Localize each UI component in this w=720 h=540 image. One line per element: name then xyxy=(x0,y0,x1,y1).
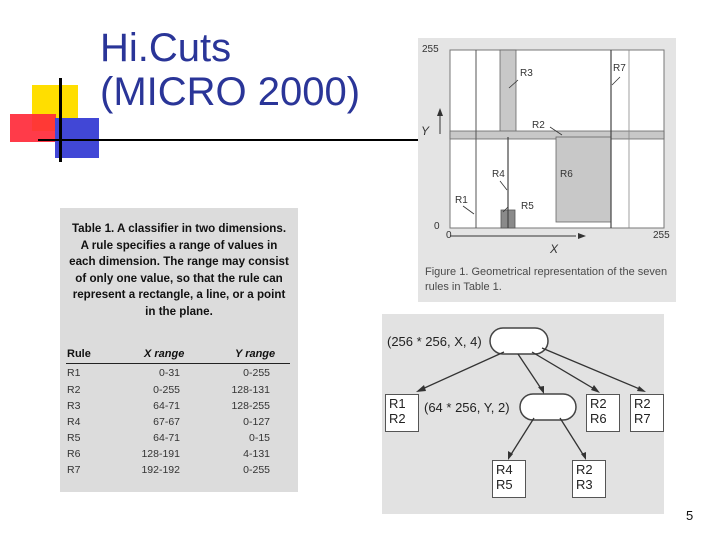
x-axis-arrow-icon xyxy=(578,233,586,239)
table-cell-y: 128-255 xyxy=(231,400,270,412)
table-cell-rule: R7 xyxy=(67,464,81,476)
arrowhead-icon xyxy=(637,386,646,392)
leaf-rule: R3 xyxy=(576,477,593,492)
table-header-rule: Rule xyxy=(67,348,91,360)
title-underline xyxy=(38,139,418,141)
table-caption: Table 1. A classifier in two dimensions. A rule specifies a range of values in each dimension. The range may consist of only one value, so that the rule can represent a rectangle, a line, or a point in the plane. xyxy=(69,222,289,318)
tick-y-min: 0 xyxy=(434,221,440,232)
table-cell-x: 0-255 xyxy=(153,384,180,396)
tree-leaf xyxy=(572,460,606,498)
tree-edge xyxy=(510,418,534,456)
tree-edge xyxy=(542,348,642,390)
table-cell-x: 64-71 xyxy=(153,400,180,412)
slide-title xyxy=(100,26,360,114)
decor-red-square xyxy=(10,114,56,142)
label-r1: R1 xyxy=(455,195,468,206)
tree-leaf xyxy=(385,394,419,432)
tree-edge xyxy=(560,418,584,456)
label-r5: R5 xyxy=(521,201,534,212)
table-cell-x: 128-191 xyxy=(141,448,180,460)
table-cell-x: 0-31 xyxy=(158,367,180,379)
table-cell-y: 0-15 xyxy=(248,432,270,444)
label-r3: R3 xyxy=(520,68,533,79)
table-cell-x: 67-67 xyxy=(153,416,180,428)
arrowhead-icon xyxy=(416,385,426,392)
page-number: 5 xyxy=(686,508,694,523)
label-r7: R7 xyxy=(613,63,626,74)
leaf-rule: R1 xyxy=(389,396,406,411)
label-r6: R6 xyxy=(560,169,573,180)
table-cell-rule: R6 xyxy=(67,448,81,460)
tree-root-label: (256 * 256, X, 4) xyxy=(387,334,482,349)
title-line-2: (MICRO 2000) xyxy=(100,70,361,114)
tree-edge xyxy=(518,354,542,390)
leaf-rule: R7 xyxy=(634,411,651,426)
table-header-divider xyxy=(66,363,290,364)
tree-child-label: (64 * 256, Y, 2) xyxy=(424,400,510,415)
table-header-x: X range xyxy=(144,348,185,360)
table-cell-x: 192-192 xyxy=(141,464,180,476)
leaf-rule: R4 xyxy=(496,462,513,477)
table-cell-rule: R1 xyxy=(67,367,81,379)
axis-y-label: Y xyxy=(421,124,430,138)
table-cell-y: 0-255 xyxy=(243,367,270,379)
label-r2: R2 xyxy=(532,120,545,131)
table-header-y: Y range xyxy=(235,348,276,360)
leaf-rule: R5 xyxy=(496,477,513,492)
tree-leaf xyxy=(630,394,664,432)
figure-caption: Figure 1. Geometrical representation of the seven rules in Table 1. xyxy=(425,266,668,293)
table-cell-rule: R3 xyxy=(67,400,81,412)
rule-geometry-figure xyxy=(418,38,676,264)
leaf-rule: R2 xyxy=(389,411,406,426)
tree-root-node xyxy=(490,328,548,354)
tree-leaf xyxy=(492,460,526,498)
label-r4: R4 xyxy=(492,169,505,180)
arrowhead-icon xyxy=(538,386,544,394)
leaf-rule: R2 xyxy=(576,462,593,477)
table-cell-y: 0-255 xyxy=(243,464,270,476)
table-cell-y: 0-127 xyxy=(243,416,270,428)
title-line-1: Hi.Cuts xyxy=(100,26,232,70)
arrowhead-icon xyxy=(591,385,600,393)
leaf-rule: R2 xyxy=(590,396,607,411)
tick-x-min: 0 xyxy=(446,230,452,241)
table-cell-y: 4-131 xyxy=(243,448,270,460)
tree-edge xyxy=(420,352,504,390)
leaf-rule: R2 xyxy=(634,396,651,411)
tree-child-node xyxy=(520,394,576,420)
tree-leaf xyxy=(586,394,620,432)
decor-vertical-line xyxy=(59,78,62,162)
table-cell-x: 64-71 xyxy=(153,432,180,444)
tick-y-max: 255 xyxy=(422,44,439,55)
table-cell-y: 128-131 xyxy=(231,384,270,396)
axis-x-label: X xyxy=(550,242,559,256)
table-cell-rule: R5 xyxy=(67,432,81,444)
y-axis-arrow-icon xyxy=(437,108,443,116)
table-cell-rule: R2 xyxy=(67,384,81,396)
rule-r3-rect xyxy=(500,50,516,134)
tick-x-max: 255 xyxy=(653,230,670,241)
table-cell-rule: R4 xyxy=(67,416,81,428)
leaf-rule: R6 xyxy=(590,411,607,426)
